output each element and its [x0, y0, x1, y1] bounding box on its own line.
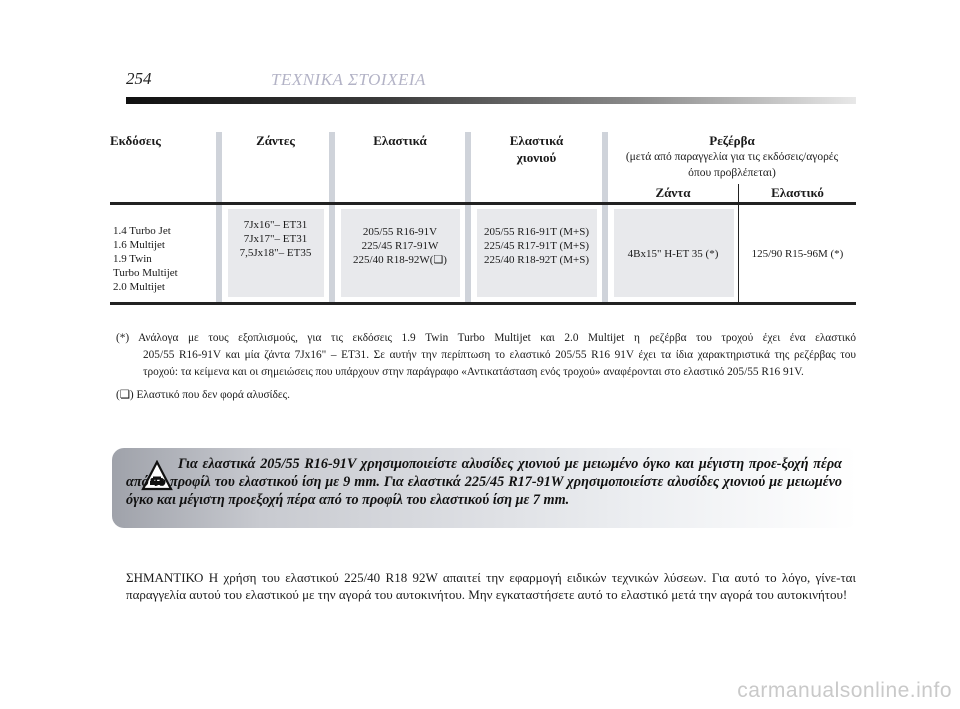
watermark: carmanualsonline.info — [737, 679, 952, 702]
rim-item: 7Jx16"– ET31 — [243, 219, 308, 231]
footnote-asterisk-line1: (*) Ανάλογα με τους εξοπλισμούς, για τις εκδόσεις 1.9 Twin Turbo Multijet και 2.0 Multijet η ρεζέρβα του τροχού έχει ένα ελαστικό — [116, 332, 856, 344]
header-rims: Ζάντες — [256, 133, 295, 148]
spare-tyre-value: 125/90 R15-96M (*) — [751, 248, 844, 260]
snow-tyre-item: 225/45 R17-91T (M+S) — [483, 240, 589, 252]
snow-tyres-list — [471, 225, 602, 267]
header-versions: Εκδόσεις — [110, 133, 161, 148]
tyres-list — [335, 225, 465, 267]
spare-rim-value: 4Bx15" H-ET 35 (*) — [627, 248, 719, 260]
section-title: ΤΕΧΝΙΚΑ ΣΤΟΙΧΕΙΑ — [271, 70, 426, 89]
header-rule — [126, 97, 856, 104]
versions-list — [113, 224, 213, 294]
header-tyres: Ελαστικά — [373, 133, 427, 148]
column-divider — [329, 132, 335, 302]
header-rule-bottom — [110, 202, 856, 205]
header-spare-note-line2: όπου προβλέπεται) — [688, 167, 776, 179]
rim-item: 7Jx17"– ET31 — [243, 233, 308, 245]
version-item: 1.6 Multijet — [113, 239, 165, 251]
snow-tyre-item: 225/40 R18-92T (M+S) — [483, 254, 589, 266]
tyre-item: 225/45 R17-91W — [361, 240, 439, 252]
version-item: 1.9 Twin — [113, 253, 152, 265]
rim-item: 7,5Jx18"– ET35 — [239, 247, 312, 259]
header-spare-tyre: Ελαστικό — [771, 185, 824, 200]
header-snow-tyres-line1: Ελαστικά — [509, 133, 564, 148]
important-note: ΣΗΜΑΝΤΙΚΟ Η χρήση του ελαστικού 225/40 R18 92W απαιτεί την εφαρμογή ειδικών τεχνικών λύσεων. Για αυτό το λόγο, γίνε-ται παραγγελία αυτού του ελαστικού με την αγορά του αυτοκινήτου. Μην εγκαταστήσετε αυτό το ελαστικό μετά την αγορά του αυτοκινήτου! — [126, 570, 856, 602]
header-spare-note-line1: (μετά από παραγγελία για τις εκδόσεις/αγορές — [625, 151, 839, 163]
rims-list — [222, 218, 329, 260]
version-item: 1.4 Turbo Jet — [113, 225, 171, 237]
tyre-specs-table — [110, 132, 856, 308]
header-spare-rim: Ζάντα — [655, 185, 691, 200]
page-number: 254 — [126, 69, 152, 88]
snow-tyre-item: 205/55 R16-91T (M+S) — [483, 226, 589, 238]
version-item: Turbo Multijet — [113, 267, 178, 279]
version-item: 2.0 Multijet — [113, 281, 165, 293]
tyre-item: 205/55 R16-91V — [362, 226, 438, 238]
header-snow-tyres-line2: χιονιού — [516, 150, 557, 165]
footnote-asterisk-line3: τροχού: τα κείμενα και οι σημειώσεις που υπάρχουν στην παράγραφο «Αντικατάσταση ενός τροχού» αναφέρονται στο ελαστικό 205/55 R16 91V. — [143, 366, 804, 378]
table-rule-bottom — [110, 302, 856, 305]
warning-text: Για ελαστικά 205/55 R16-91V χρησιμοποιείστε αλυσίδες χιονιού με μειωμένο όγκο και μέγιστη προε-ξοχή πέρα από το προφίλ του ελαστικού ίση με 9 mm. Για ελαστικά 225/45 R17-91W χρησιμοποιείστε αλυσίδες χιονιού με μειωμένο όγκο και μέγιστη προεξοχή πέρα από το προφίλ του ελαστικού ίση με 7 mm. — [126, 456, 842, 508]
footnote-asterisk-line2: 205/55 R16-91V και μία ζάντα 7Jx16" – ET31. Σε αυτήν την περίπτωση το ελαστικό 205/55 R16 91V έχει τα ίδια χαρακτηριστικά της ρεζέρβας του — [143, 349, 856, 361]
header-spare: Ρεζέρβα — [709, 133, 755, 148]
tyre-item: 225/40 R18-92W(❏) — [353, 254, 447, 266]
column-divider — [216, 132, 222, 302]
footnote-box: (❏) Ελαστικό που δεν φορά αλυσίδες. — [116, 389, 290, 401]
